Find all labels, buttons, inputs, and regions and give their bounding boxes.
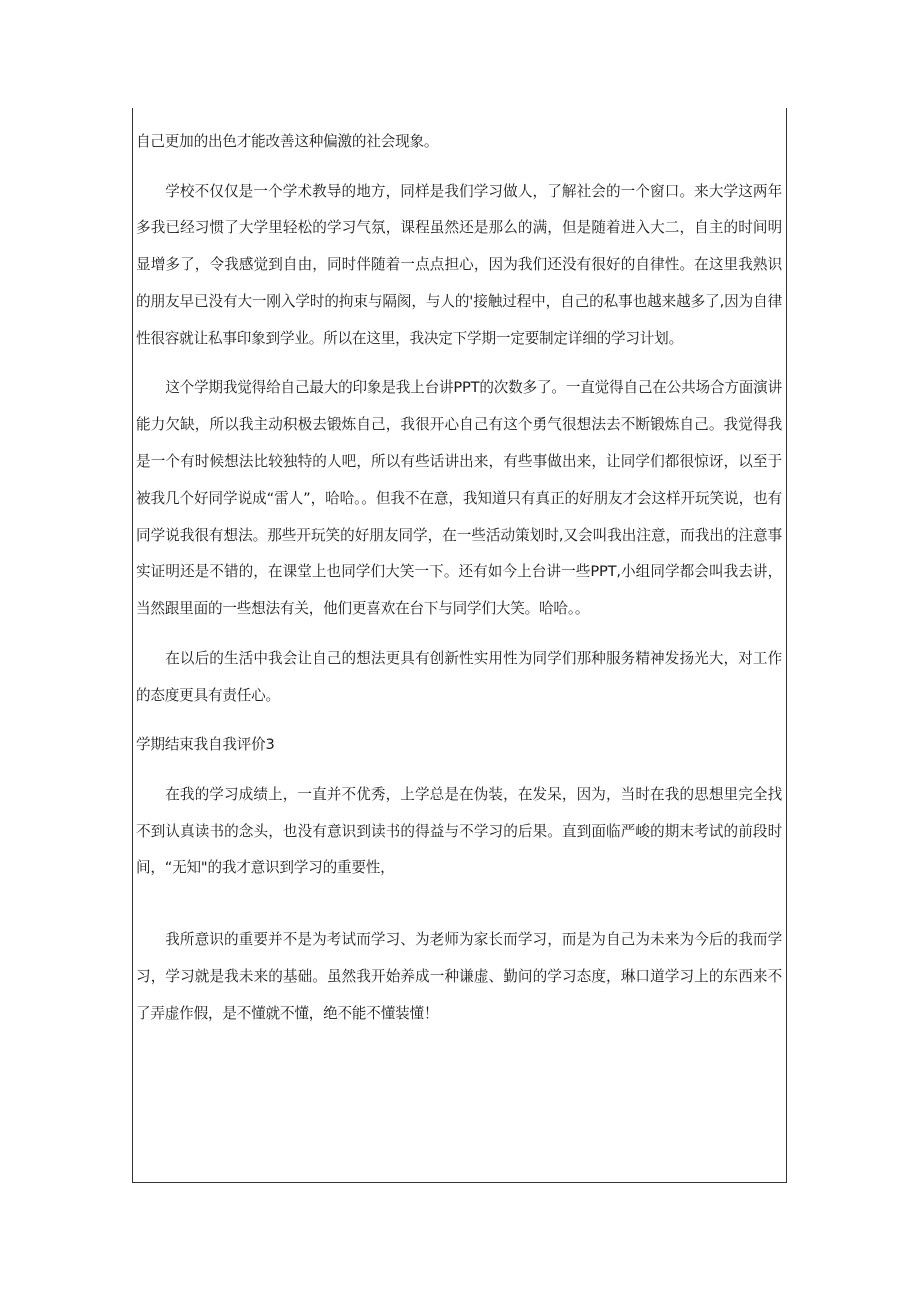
paragraph-3: 这个学期我觉得给自己最大的印象是我上台讲PPT的次数多了。一直觉得自己在公共场合方面演讲能力欠缺，所以我主动积极去锻炼自己，我很开心自己有这个勇气很想法去不断锻炼自己。我觉得我是一个有时候想法比较独特的人吧，所以有些话讲出来，有些事做出来，让同学们都很惊讶，以至于被我几个好同学说成“雷人”，哈哈。。但我不在意，我知道只有真正的好朋友才会这样开玩笑说，也有同学说我很有想法。那些开玩笑的好朋友同学，在一些活动策划时,又会叫我出注意，而我出的注意事实证明还是不错的，在课堂上也同学们大笑一下。还有如今上台讲一些PPT,小组同学都会叫我去讲，当然跟里面的一些想法有关，他们更喜欢在台下与同学们大笑。哈哈。。	[136, 379, 782, 618]
paragraph-1: 自己更加的出色才能改善这种偏激的社会现象。	[136, 133, 439, 150]
paragraph-5: 在我的学习成绩上，一直并不优秀，上学总是在伪装，在发呆，因为，当时在我的思想里完全找不到认真读书的念头，也没有意识到读书的得益与不学习的后果。直到面临严峻的期末考试的前段时间，“无知"的我才意识到学习的重要性，	[136, 785, 782, 877]
paragraph-2: 学校不仅仅是一个学术教导的地方，同样是我们学习做人，了解社会的一个窗口。来大学这两年多我已经习惯了大学里轻松的学习气氛，课程虽然还是那么的满，但是随着进入大二，自主的时间明显增多了，令我感觉到自由，同时伴随着一点点担心，因为我们还没有很好的自律性。在这里我熟识的朋友早已没有大一刚入学时的拘束与隔阂，与人的'接触过程中，自己的私事也越来越多了,因为自律性很容就让私事印象到学业。所以在这里，我决定下学期一定要制定详细的学习计划。	[136, 182, 782, 347]
section-heading: 学期结束我自我评价3	[136, 736, 275, 754]
document-body	[136, 124, 782, 1045]
paragraph-4: 在以后的生活中我会让自己的想法更具有创新性实用性为同学们那种服务精神发扬光大，对工作的态度更具有责任心。	[136, 649, 782, 704]
paragraph-6: 我所意识的重要并不是为考试而学习、为老师为家长而学习，而是为自己为未来为今后的我而学习，学习就是我未来的基础。虽然我开始养成一种谦虚、勤问的学习态度，琳口道学习上的东西来不了弄虚作假，是不懂就不懂，绝不能不懂装懂！	[136, 931, 782, 1022]
